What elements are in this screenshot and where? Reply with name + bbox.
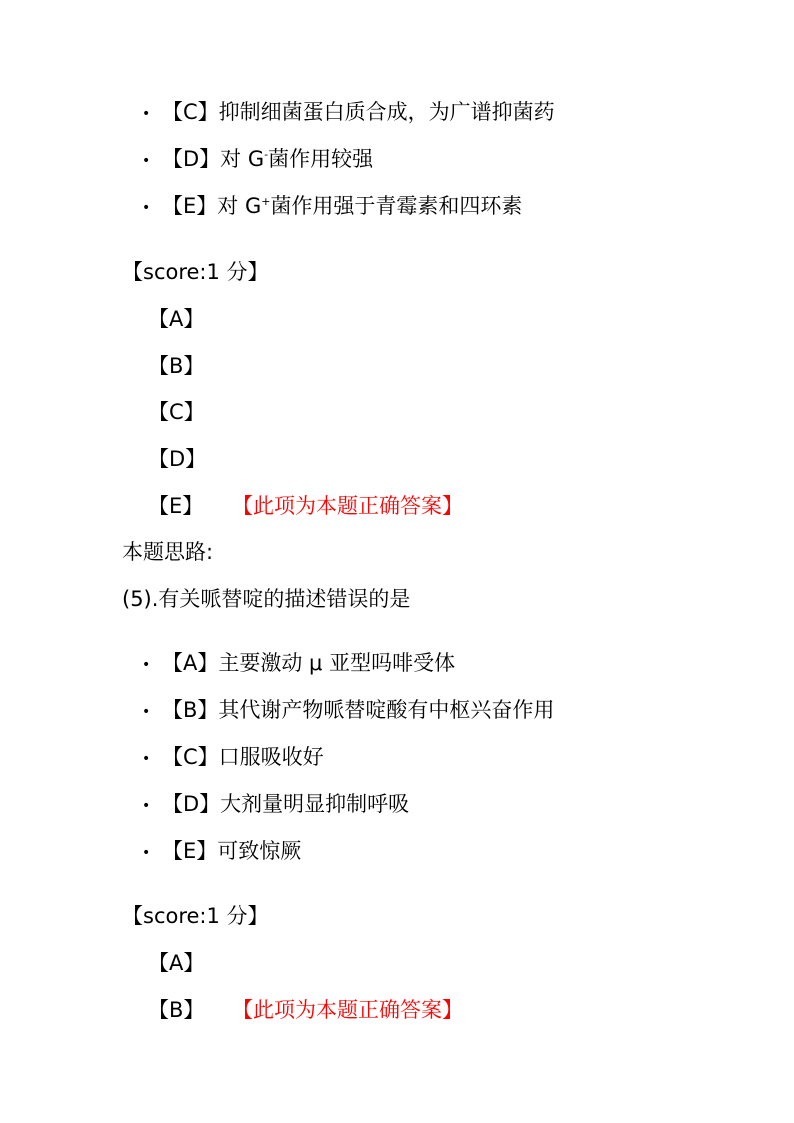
bullet: • — [142, 704, 151, 720]
q5-title: (5).有关哌替啶的描述错误的是 — [122, 587, 411, 611]
q5-answer-b[interactable]: 【B】 — [148, 998, 205, 1022]
bullet: • — [142, 200, 151, 216]
q4-answer-d[interactable]: 【D】 — [148, 447, 207, 471]
option-text: 【D】大剂量明显抑制呼吸 — [162, 792, 410, 816]
q4-correct-marker: 【此项为本题正确答案】 — [232, 494, 463, 518]
option-text: 【E】对 G+菌作用强于青霉素和四环素 — [162, 194, 523, 218]
option-text: 【E】可致惊厥 — [162, 839, 302, 863]
q4-answer-b[interactable]: 【B】 — [148, 354, 205, 378]
q4-answer-a[interactable]: 【A】 — [148, 307, 205, 331]
superscript-minus: - — [264, 148, 269, 161]
option-text: 【C】抑制细菌蛋白质合成，为广谱抑菌药 — [162, 100, 555, 124]
q5-answer-a[interactable]: 【A】 — [148, 951, 205, 975]
bullet: • — [142, 845, 151, 861]
q4-answer-c[interactable]: 【C】 — [148, 400, 205, 424]
option-text: 【A】主要激动 μ 亚型吗啡受体 — [162, 651, 456, 675]
bullet: • — [142, 751, 151, 767]
superscript-plus: + — [261, 195, 271, 208]
q4-score: 【score:1 分】 — [122, 260, 269, 284]
bullet: • — [142, 657, 151, 673]
option-text: 【C】口服吸收好 — [162, 745, 324, 769]
bullet: • — [142, 153, 151, 169]
option-text: 【B】其代谢产物哌替啶酸有中枢兴奋作用 — [162, 698, 555, 722]
bullet: • — [142, 106, 151, 122]
option-text: 【D】对 G-菌作用较强 — [162, 147, 374, 171]
bullet: • — [142, 798, 151, 814]
q5-score: 【score:1 分】 — [122, 904, 269, 928]
q5-correct-marker: 【此项为本题正确答案】 — [232, 998, 463, 1022]
thinking-label: 本题思路: — [122, 540, 214, 564]
q4-answer-e[interactable]: 【E】 — [148, 494, 204, 518]
